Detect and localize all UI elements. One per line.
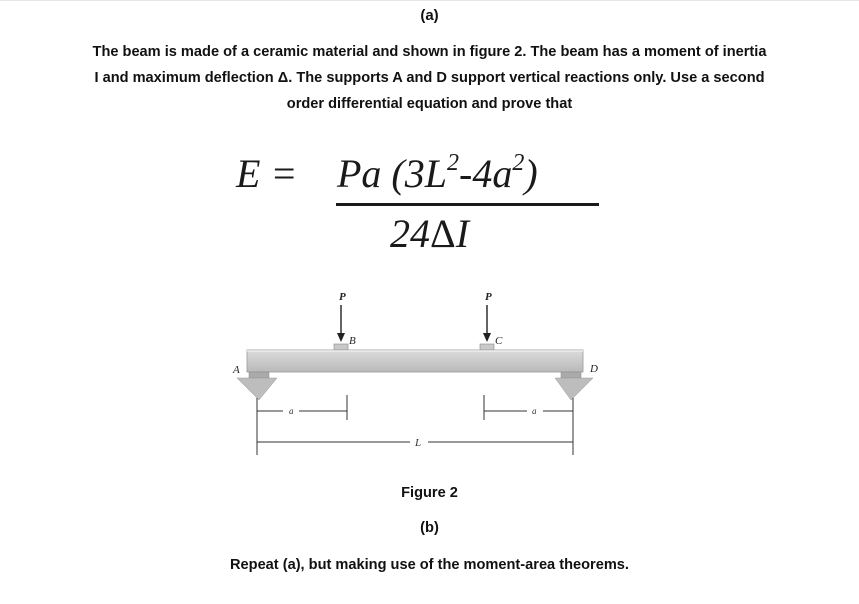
numerator-end: ): [524, 151, 538, 196]
denominator-end: I: [455, 211, 470, 256]
part-a-label: (a): [420, 7, 439, 24]
fraction-bar: [336, 203, 599, 206]
denominator-delta: Δ: [430, 211, 456, 256]
load-right-label: P: [485, 291, 492, 303]
equation-lhs: E =: [236, 151, 298, 196]
figure-caption: Figure 2: [401, 485, 458, 501]
dimension-L: L: [415, 437, 422, 449]
beam-figure: [225, 280, 615, 460]
problem-line-1: The beam is made of a ceramic material and shown in figure 2. The beam has a moment of inertia: [92, 44, 767, 60]
equation-numerator: [337, 150, 538, 197]
support-right: [555, 372, 593, 400]
point-b-label: B: [349, 335, 356, 347]
load-left-label: P: [339, 291, 346, 303]
point-d-label: D: [590, 363, 598, 375]
numerator-start: Pa (3L: [337, 151, 447, 196]
support-left: [237, 372, 277, 400]
point-a-label: A: [233, 364, 240, 376]
problem-line-2: I and maximum deflection Δ. The supports A and D support vertical reactions only. Use a second: [94, 70, 765, 86]
part-b-text: Repeat (a), but making use of the moment-area theorems.: [230, 557, 629, 573]
load-arrow-left: [337, 291, 346, 342]
numerator-mid: -4a: [459, 151, 513, 196]
top-border-line: [0, 0, 859, 1]
numerator-exponent-1: 2: [447, 150, 459, 176]
dimension-a-right: a: [532, 406, 537, 416]
denominator-start: 24: [390, 211, 430, 256]
load-arrow-right: [483, 291, 492, 342]
part-b-label: (b): [420, 520, 439, 536]
beam: [247, 350, 583, 372]
problem-line-3: order differential equation and prove that: [286, 96, 573, 112]
numerator-exponent-2: 2: [512, 150, 525, 176]
point-c-label: C: [495, 335, 503, 347]
equation-denominator: [390, 210, 469, 257]
load-pad-c: [480, 344, 494, 350]
problem-statement: [40, 39, 819, 117]
dimension-a-left: a: [289, 406, 294, 416]
load-pad-b: [334, 344, 348, 350]
